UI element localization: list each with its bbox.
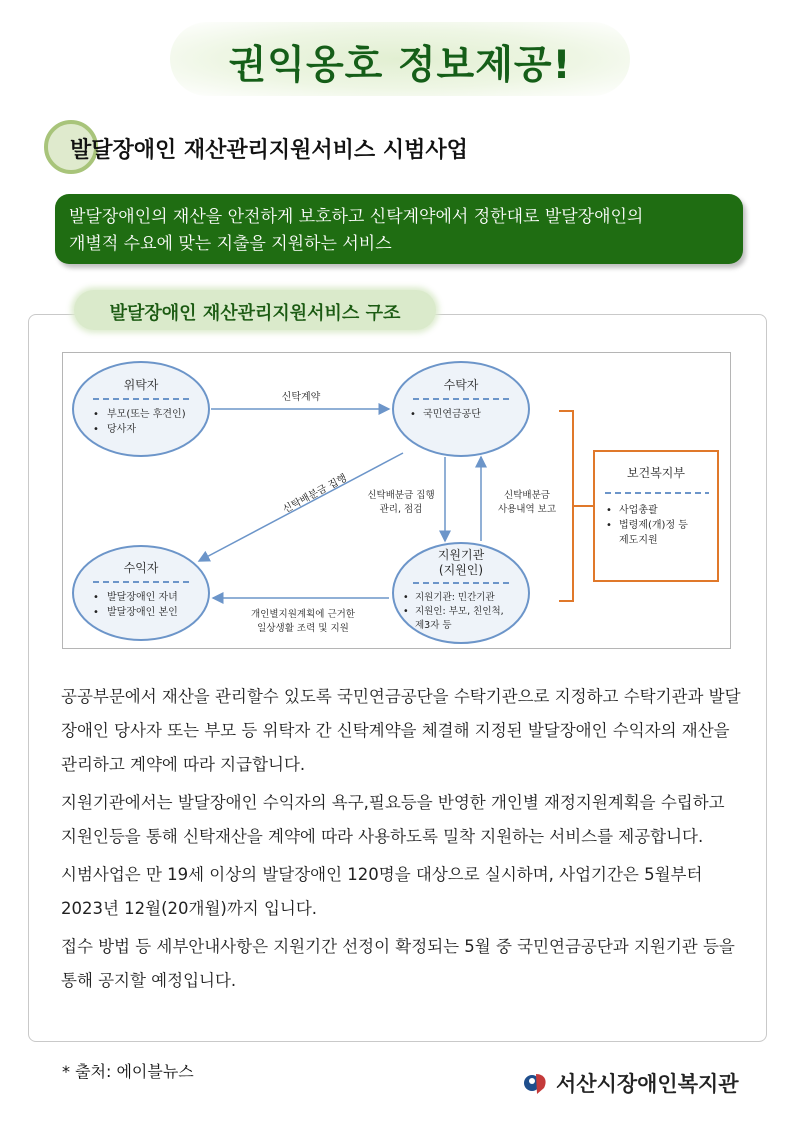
svg-text:•: • [410,409,416,420]
svg-text:•: • [606,520,612,531]
org-logo-icon [522,1070,550,1096]
label-trust-distribution: 신탁배분금 집행 [281,472,349,516]
body-paragraphs [61,680,741,998]
ministry-item-2: 법령제(개)정 등 [619,520,688,531]
support-org-node [393,543,529,643]
svg-text:•: • [403,606,409,617]
summary-line-1: 발달장애인의 재산을 안전하게 보호하고 신탁계약에서 정한대로 발달장애인의 [69,207,644,227]
subtitle: 발달장애인 재산관리지원서비스 시범사업 [70,138,468,163]
paragraph-3: 시범사업은 만 19세 이상의 발달장애인 120명을 대상으로 실시하며, 사업기간은 5월부터 2023년 12월(20개월)까지 입니다. [61,865,703,918]
ministry-node [594,451,718,581]
label-mgmt-2: 관리, 점검 [379,504,423,515]
trustee-node [393,362,529,456]
svg-text:•: • [93,409,99,420]
label-report-2: 사용내역 보고 [497,504,557,515]
beneficiary-title: 수익자 [123,561,159,575]
support-org-item-2: 지원인: 부모, 친인척, [415,606,504,617]
summary-box [55,194,743,264]
svg-text:•: • [93,607,99,618]
label-mgmt-1: 신탁배분금 집행 [367,490,435,501]
title-banner [170,22,630,96]
label-plan-2: 일상생활 조력 및 지원 [257,623,349,634]
ministry-bracket [559,411,573,601]
support-org-item-1: 지원기관: 민간기관 [415,592,495,603]
entrustor-item-1: 부모(또는 후견인) [107,409,186,420]
structure-diagram-svg [63,353,732,650]
source-note: * 출처: 에이블뉴스 [62,1062,194,1081]
structure-diagram [62,352,731,649]
paragraph-4: 접수 방법 등 세부안내사항은 지원기간 선정이 확정되는 5월 중 국민연금공단과 지원기관 등을 통해 공지할 예정입니다. [61,937,735,990]
entrustor-node [73,362,209,456]
label-trust-contract: 신탁계약 [281,392,321,403]
svg-text:•: • [93,592,99,603]
paragraph-1: 공공부문에서 재산을 관리할수 있도록 국민연금공단을 수탁기관으로 지정하고 수탁기관과 발달장애인 당사자 또는 부모 등 위탁자 간 신탁계약을 체결해 지정된 발달장애인 수익자의 재산을 관리하고 계약에 따라 지급합니다. [61,687,741,774]
beneficiary-item-1: 발달장애인 자녀 [107,592,178,603]
trustee-item-1: 국민연금공단 [423,409,481,420]
ministry-item-1: 사업총괄 [619,505,658,516]
label-report-1: 신탁배분금 [504,490,550,501]
beneficiary-node [73,546,209,640]
support-org-title-1: 지원기관 [437,548,485,562]
org-name: 서산시장애인복지관 [556,1072,739,1096]
section-label: 발달장애인 재산관리지원서비스 구조 [109,303,401,324]
entrustor-item-2: 당사자 [107,424,136,435]
beneficiary-item-2: 발달장애인 본인 [107,607,178,618]
entrustor-title: 위탁자 [123,378,159,392]
svg-text:•: • [606,505,612,516]
label-plan-1: 개인별지원계획에 근거한 [251,609,355,620]
ministry-item-3: 제도지원 [619,535,658,546]
section-tab [74,290,436,330]
svg-text:•: • [93,424,99,435]
ministry-title: 보건복지부 [627,466,685,480]
page-title: 권익옹호 정보제공! [228,43,572,88]
support-org-item-3: 제3자 등 [415,620,452,631]
summary-line-2: 개별적 수요에 맞는 지출을 지원하는 서비스 [69,234,392,254]
org-logo [522,1068,774,1098]
support-org-title-2: (지원인) [438,563,484,577]
trustee-title: 수탁자 [443,378,479,392]
paragraph-2: 지원기관에서는 발달장애인 수익자의 욕구,필요등을 반영한 개인별 재정지원계획을 수립하고 지원인등을 통해 신탁재산을 계약에 따라 사용하도록 밀착 지원하는 서비스를 제공합니다. [61,793,725,846]
svg-text:•: • [403,592,409,603]
